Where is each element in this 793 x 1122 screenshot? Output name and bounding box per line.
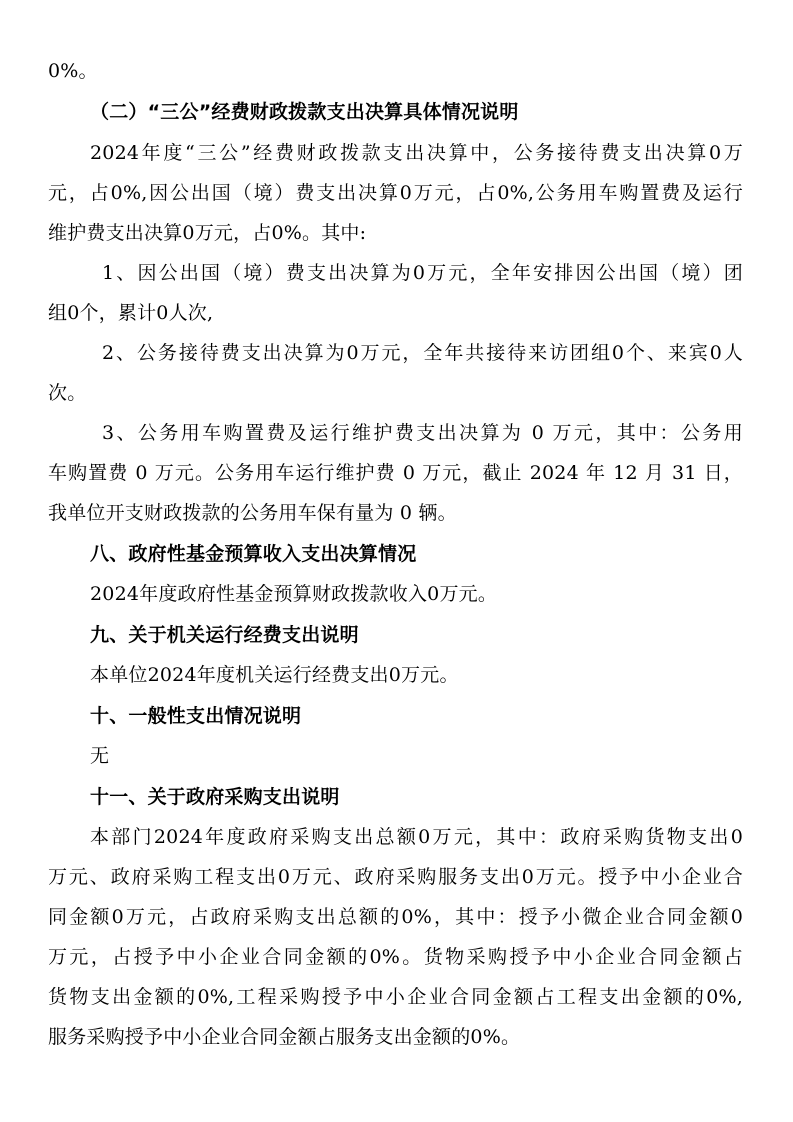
paragraph-line: 同金额0万元，占政府采购支出总额的0%，其中：授予小微企业合同金额0 <box>48 906 743 928</box>
paragraph-line: 无 <box>90 745 110 767</box>
paragraph-line: 2024年度“三公”经费财政拨款支出决算中，公务接待费支出决算0万 <box>90 142 743 164</box>
paragraph-line: 2、公务接待费支出决算为0万元，全年共接待来访团组0个、来宾0人 <box>102 342 743 364</box>
section-heading: 八、政府性基金预算收入支出决算情况 <box>90 543 417 565</box>
paragraph-line: 万元、政府采购工程支出0万元、政府采购服务支出0万元。授予中小企业合 <box>48 866 743 888</box>
paragraph-line: 本单位2024年度机关运行经费支出0万元。 <box>90 664 459 686</box>
paragraph-line: 货物支出金额的0%,工程采购授予中小企业合同金额占工程支出金额的0%, <box>48 986 743 1008</box>
section-heading: （二）“三公”经费财政拨款支出决算具体情况说明 <box>90 101 519 123</box>
paragraph-line: 3、公务用车购置费及运行维护费支出决算为 0 万元，其中：公务用 <box>102 422 743 444</box>
paragraph-line: 车购置费 0 万元。公务用车运行维护费 0 万元，截止 2024 年 12 月 31 日， <box>48 462 743 484</box>
paragraph-line: 我单位开支财政拨款的公务用车保有量为 0 辆。 <box>48 502 457 524</box>
paragraph-line: 服务采购授予中小企业合同金额占服务支出金额的0%。 <box>48 1026 521 1048</box>
section-heading: 十一、关于政府采购支出说明 <box>90 786 340 808</box>
paragraph-line: 万元，占授予中小企业合同金额的0%。货物采购授予中小企业合同金额占 <box>48 946 743 968</box>
text-line: 0%。 <box>48 60 98 82</box>
paragraph-line: 维护费支出决算0万元，占0%。其中: <box>48 222 367 244</box>
paragraph-line: 次。 <box>48 382 87 404</box>
paragraph-line: 组0个，累计0人次, <box>48 302 214 324</box>
paragraph-line: 1、因公出国（境）费支出决算为0万元，全年安排因公出国（境）团 <box>102 262 743 284</box>
section-heading: 十、一般性支出情况说明 <box>90 705 302 727</box>
section-heading: 九、关于机关运行经费支出说明 <box>90 624 359 646</box>
paragraph-line: 2024年度政府性基金预算财政拨款收入0万元。 <box>90 583 498 605</box>
paragraph-line: 本部门2024年度政府采购支出总额0万元，其中：政府采购货物支出0 <box>90 826 743 848</box>
paragraph-line: 元，占0%,因公出国（境）费支出决算0万元，占0%,公务用车购置费及运行 <box>48 182 743 204</box>
